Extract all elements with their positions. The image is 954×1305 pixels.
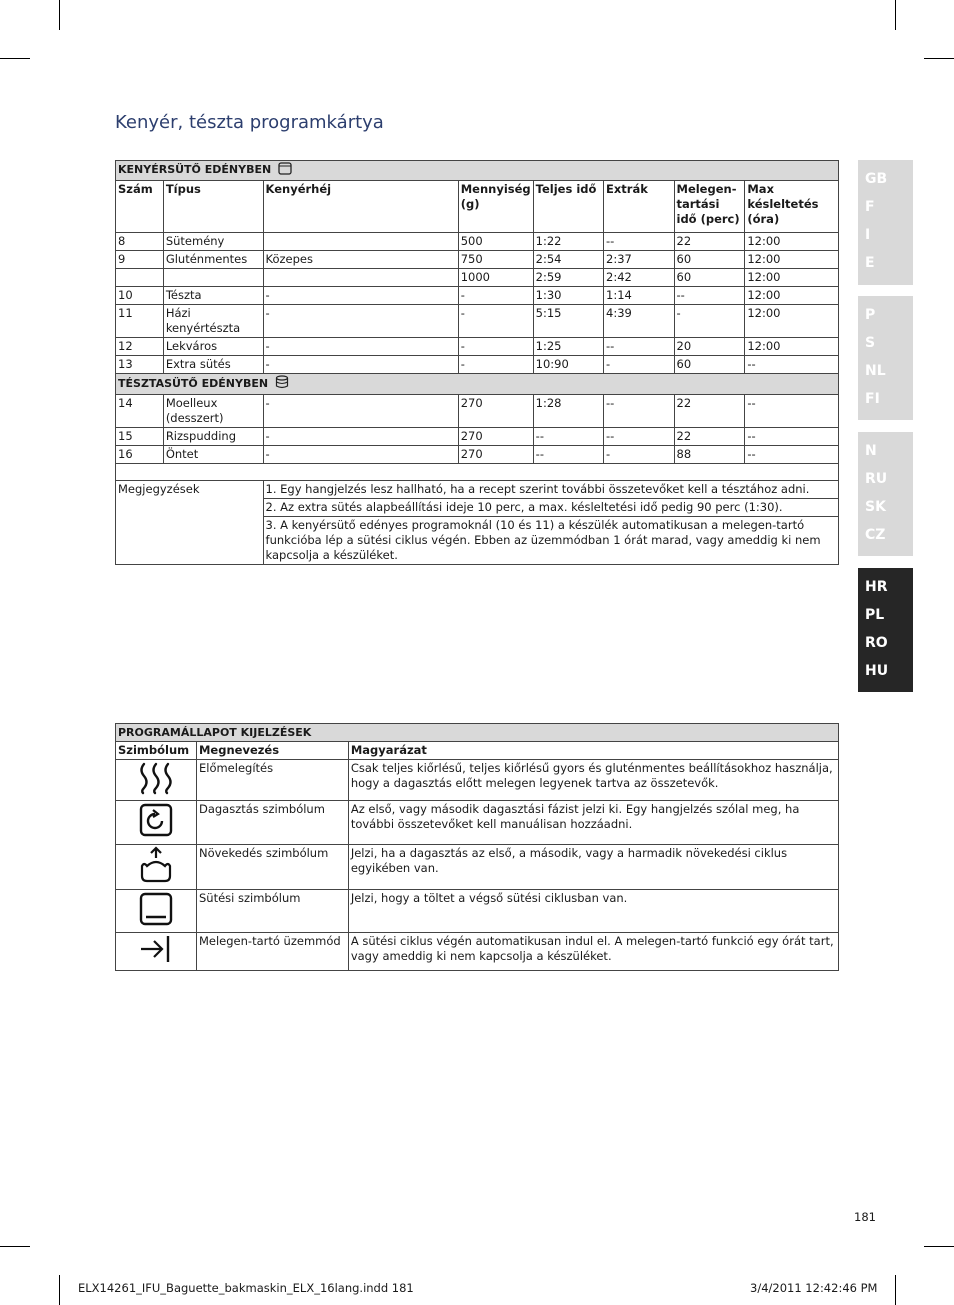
cell-keep: 60 xyxy=(674,356,745,374)
cell-total: 1:22 xyxy=(533,233,603,251)
status-header-row xyxy=(116,742,839,760)
status-row xyxy=(116,845,839,890)
language-tab: S xyxy=(865,335,876,351)
cell-extra: -- xyxy=(604,428,674,446)
cell-type: Sütemény xyxy=(163,233,263,251)
cell-extra: 2:42 xyxy=(604,269,674,287)
page-title: Kenyér, tészta programkártya xyxy=(115,112,384,133)
cell-total: -- xyxy=(533,446,603,464)
cell-crust: - xyxy=(263,287,458,305)
cell-keep: 60 xyxy=(674,269,745,287)
col-header: Kenyérhéj xyxy=(263,181,458,233)
status-name: Melegen-tartó üzemmód xyxy=(196,933,348,971)
status-desc: Jelzi, hogy a töltet a végső sütési ciklusban van. xyxy=(348,890,838,933)
language-tab: RU xyxy=(865,471,888,487)
cell-extra: -- xyxy=(604,233,674,251)
cell-num: 11 xyxy=(116,305,164,338)
cell-delay: -- xyxy=(745,428,839,446)
note-1: 1. Egy hangjelzés lesz hallható, ha a recept szerint további összetevőket kell a tésztához adni. xyxy=(263,481,838,499)
language-tab: E xyxy=(865,255,875,271)
notes-row xyxy=(116,481,839,499)
cell-keep: 60 xyxy=(674,251,745,269)
section-title: TÉSZTASÜTŐ EDÉNYBEN xyxy=(118,377,269,390)
language-tab: FI xyxy=(865,391,880,407)
cell-delay: -- xyxy=(745,446,839,464)
crop-mark xyxy=(895,1275,896,1305)
cell-qty: - xyxy=(458,338,533,356)
cell-delay: 12:00 xyxy=(745,287,839,305)
language-tab: P xyxy=(865,307,876,323)
cell-delay: -- xyxy=(745,356,839,374)
cell-crust xyxy=(263,233,458,251)
section-title: KENYÉRSÜTŐ EDÉNYBEN xyxy=(118,163,272,176)
cell-total: -- xyxy=(533,428,603,446)
cell-type: Öntet xyxy=(163,446,263,464)
table-row xyxy=(116,338,839,356)
footer-file-info: ELX14261_IFU_Baguette_bakmaskin_ELX_16lang.indd 181 xyxy=(78,1281,414,1295)
status-title: PROGRAMÁLLAPOT KIJELZÉSEK xyxy=(116,724,839,742)
cell-crust: - xyxy=(263,356,458,374)
cell-qty: - xyxy=(458,287,533,305)
cell-extra: - xyxy=(604,446,674,464)
table-row xyxy=(116,233,839,251)
cell-extra: -- xyxy=(604,338,674,356)
cell-keep: 22 xyxy=(674,428,745,446)
cell-keep: 22 xyxy=(674,233,745,251)
kneading-icon xyxy=(116,801,197,845)
page-number: 181 xyxy=(854,1210,876,1224)
status-desc: Jelzi, ha a dagasztás az első, a második, vagy a harmadik növekedési ciklus egyikében van. xyxy=(348,845,838,890)
language-tab: HR xyxy=(865,579,888,595)
table-row xyxy=(116,251,839,269)
col-header: Magyarázat xyxy=(348,742,838,760)
cell-num: 13 xyxy=(116,356,164,374)
table-row xyxy=(116,395,839,428)
col-header: Szimbólum xyxy=(116,742,197,760)
crop-mark xyxy=(924,1246,954,1247)
crop-mark xyxy=(0,58,30,59)
status-row xyxy=(116,890,839,933)
cell-type: Gluténmentes xyxy=(163,251,263,269)
cell-num: 10 xyxy=(116,287,164,305)
note-2: 2. Az extra sütés alapbeállítási ideje 10 perc, a max. késleltetési idő pedig 90 perc (1:30). xyxy=(263,499,838,517)
cell-num: 16 xyxy=(116,446,164,464)
cell-crust: - xyxy=(263,338,458,356)
program-table xyxy=(115,160,839,565)
cell-total: 1:25 xyxy=(533,338,603,356)
cell-qty: - xyxy=(458,305,533,338)
cell-keep: -- xyxy=(674,287,745,305)
cell-extra: 2:37 xyxy=(604,251,674,269)
crop-mark xyxy=(0,1246,30,1247)
cell-crust: Közepes xyxy=(263,251,458,269)
cell-extra: 4:39 xyxy=(604,305,674,338)
preheat-waves-icon xyxy=(116,760,197,801)
cell-delay: 12:00 xyxy=(745,233,839,251)
cell-total: 2:54 xyxy=(533,251,603,269)
rising-icon xyxy=(116,845,197,890)
cell-total: 2:59 xyxy=(533,269,603,287)
language-tab: CZ xyxy=(865,527,886,543)
table-row xyxy=(116,305,839,338)
col-header: Mennyiség (g) xyxy=(458,181,533,233)
language-tab: SK xyxy=(865,499,886,515)
status-name: Sütési szimbólum xyxy=(196,890,348,933)
cell-keep: 20 xyxy=(674,338,745,356)
status-section-header xyxy=(116,724,839,742)
status-desc: A sütési ciklus végén automatikusan indul el. A melegen-tartó funkció egy órát tart, vagy ameddig ki nem kapcsolja a készüléket. xyxy=(348,933,838,971)
cell-num: 8 xyxy=(116,233,164,251)
dough-pot-icon xyxy=(275,375,289,393)
cell-type: Tészta xyxy=(163,287,263,305)
cell-qty: 270 xyxy=(458,428,533,446)
language-tab: GB xyxy=(865,171,888,187)
cell-delay: 12:00 xyxy=(745,305,839,338)
cell-type: Lekváros xyxy=(163,338,263,356)
crop-mark xyxy=(59,0,60,30)
table-row xyxy=(116,287,839,305)
col-header: Típus xyxy=(163,181,263,233)
cell-total: 10:90 xyxy=(533,356,603,374)
language-tab: N xyxy=(865,443,877,459)
status-row xyxy=(116,801,839,845)
cell-delay: 12:00 xyxy=(745,251,839,269)
spacer-row xyxy=(116,464,839,481)
cell-qty: 1000 xyxy=(458,269,533,287)
col-header: Szám xyxy=(116,181,164,233)
cell-type: Moelleux (desszert) xyxy=(163,395,263,428)
table-row xyxy=(116,269,839,287)
table-row xyxy=(116,356,839,374)
cell-keep: 22 xyxy=(674,395,745,428)
cell-type: Extra sütés xyxy=(163,356,263,374)
section-header-bread-pan xyxy=(116,161,839,181)
notes-label: Megjegyzések xyxy=(116,481,264,565)
cell-qty: 750 xyxy=(458,251,533,269)
cell-keep: 88 xyxy=(674,446,745,464)
crop-mark xyxy=(924,58,954,59)
cell-delay: -- xyxy=(745,395,839,428)
status-name: Dagasztás szimbólum xyxy=(196,801,348,845)
table-row xyxy=(116,428,839,446)
cell-total: 5:15 xyxy=(533,305,603,338)
status-name: Növekedés szimbólum xyxy=(196,845,348,890)
col-header: Megnevezés xyxy=(196,742,348,760)
language-tab-group-active xyxy=(858,568,913,692)
status-desc: Csak teljes kiőrlésű, teljes kiőrlésű gyors és gluténmentes beállításokhoz használja, hogy a dagasztás előtt melegen legyenek tartva az összetevők. xyxy=(348,760,838,801)
col-header: Max késleltetés (óra) xyxy=(745,181,839,233)
baking-icon xyxy=(116,890,197,933)
cell-qty: 270 xyxy=(458,446,533,464)
cell-num: 12 xyxy=(116,338,164,356)
language-tab: HU xyxy=(865,663,889,679)
cell-total: 1:30 xyxy=(533,287,603,305)
cell-keep: - xyxy=(674,305,745,338)
col-header: Extrák xyxy=(604,181,674,233)
status-desc: Az első, vagy második dagasztási fázist jelzi ki. Egy hangjelzés szólal meg, ha további összetevőket kell manuálisan hozzáadni. xyxy=(348,801,838,845)
status-row xyxy=(116,760,839,801)
cell-crust xyxy=(263,269,458,287)
cell-delay: 12:00 xyxy=(745,338,839,356)
status-table xyxy=(115,723,839,971)
cell-crust: - xyxy=(263,446,458,464)
cell-num: 9 xyxy=(116,251,164,269)
cell-extra: - xyxy=(604,356,674,374)
crop-mark xyxy=(59,1275,60,1305)
cell-type xyxy=(163,269,263,287)
cell-num: 15 xyxy=(116,428,164,446)
table-row xyxy=(116,446,839,464)
table-header-row xyxy=(116,181,839,233)
language-tab: RO xyxy=(865,635,888,651)
language-tab-group xyxy=(858,160,913,285)
cell-total: 1:28 xyxy=(533,395,603,428)
language-tab: NL xyxy=(865,363,886,379)
cell-extra: 1:14 xyxy=(604,287,674,305)
cell-crust: - xyxy=(263,428,458,446)
cell-extra: -- xyxy=(604,395,674,428)
cell-delay: 12:00 xyxy=(745,269,839,287)
status-row xyxy=(116,933,839,971)
crop-mark xyxy=(895,0,896,30)
cell-qty: 500 xyxy=(458,233,533,251)
status-name: Előmelegítés xyxy=(196,760,348,801)
cell-qty: 270 xyxy=(458,395,533,428)
cell-qty: - xyxy=(458,356,533,374)
note-3: 3. A kenyérsütő edényes programoknál (10 és 11) a készülék automatikusan a melegen-tartó funkcióba lép a sütési ciklus végén. Ebben az üzemmódban 1 órát marad, vagy ameddig ki nem kapcsolja a készüléket. xyxy=(263,517,838,565)
cell-crust: - xyxy=(263,305,458,338)
cell-num xyxy=(116,269,164,287)
cell-crust: - xyxy=(263,395,458,428)
col-header: Melegen-tartási idő (perc) xyxy=(674,181,745,233)
language-tab: F xyxy=(865,199,875,215)
bread-pan-icon xyxy=(278,162,292,179)
cell-type: Rizspudding xyxy=(163,428,263,446)
cell-num: 14 xyxy=(116,395,164,428)
keep-warm-icon xyxy=(116,933,197,971)
cell-type: Házi kenyértészta xyxy=(163,305,263,338)
col-header: Teljes idő xyxy=(533,181,603,233)
language-tab: I xyxy=(865,227,871,243)
language-tab: PL xyxy=(865,607,885,623)
footer-timestamp: 3/4/2011 12:42:46 PM xyxy=(750,1281,878,1295)
section-header-dough-pot xyxy=(116,374,839,395)
language-tab-group xyxy=(858,296,913,420)
language-tab-group xyxy=(858,432,913,556)
